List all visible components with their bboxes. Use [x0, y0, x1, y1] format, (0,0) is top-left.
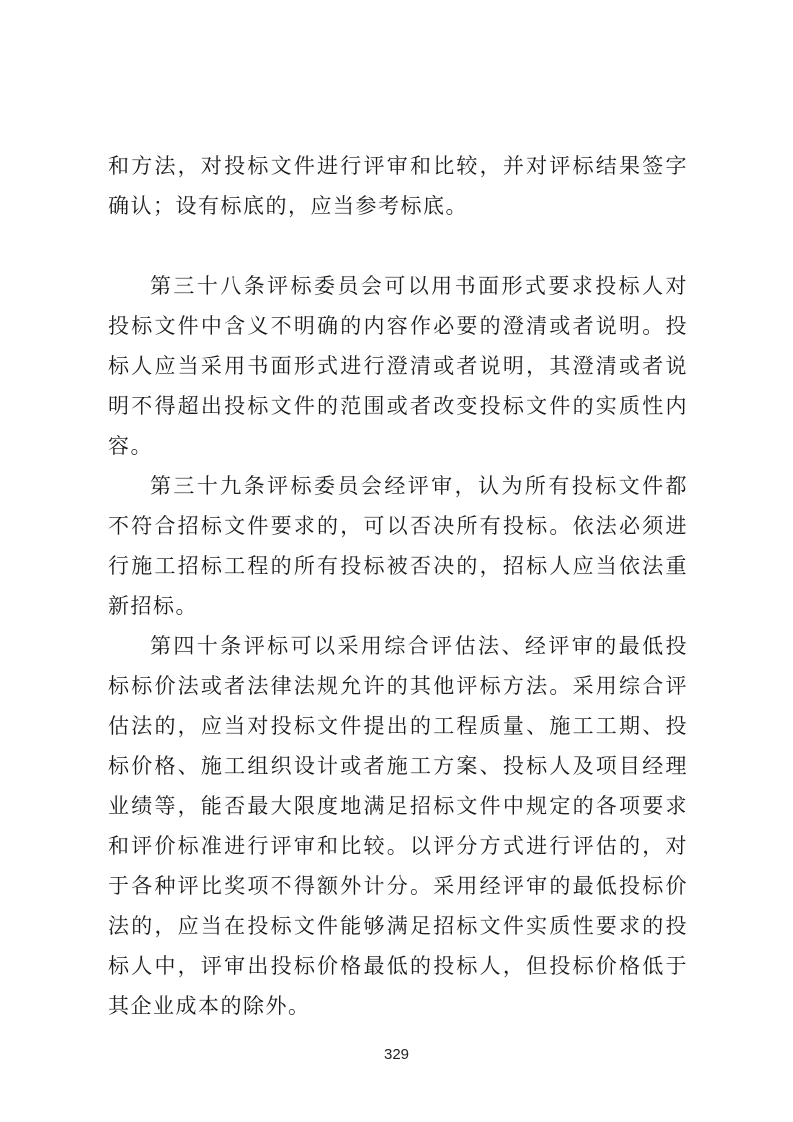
page-number: 329: [383, 1046, 410, 1063]
paragraph-article-38: 第三十八条评标委员会可以用书面形式要求投标人对投标文件中含义不明确的内容作必要的澄清或者说明。投标人应当采用书面形式进行澄清或者说明，其澄清或者说明不得超出投标文件的范围或者改变投标文件的实质性内容。: [108, 274, 688, 458]
paragraph-continuation: 和方法，对投标文件进行评审和比较，并对评标结果签字确认；设有标底的，应当参考标底。: [108, 154, 688, 218]
paragraph-article-39: 第三十九条评标委员会经评审，认为所有投标文件都不符合招标文件要求的，可以否决所有投标。依法必须进行施工招标工程的所有投标被否决的，招标人应当依法重新招标。: [108, 474, 688, 618]
paragraph-article-40: 第四十条评标可以采用综合评估法、经评审的最低投标标价法或者法律法规允许的其他评标方法。采用综合评估法的，应当对投标文件提出的工程质量、施工工期、投标价格、施工组织设计或者施工方案、投标人及项目经理业绩等，能否最大限度地满足招标文件中规定的各项要求和评价标准进行评审和比较。以评分方式进行评估的，对于各种评比奖项不得额外计分。采用经评审的最低投标价法的，应当在投标文件能够满足招标文件实质性要求的投标人中，评审出投标价格最低的投标人，但投标价格低于其企业成本的除外。: [108, 634, 688, 1018]
